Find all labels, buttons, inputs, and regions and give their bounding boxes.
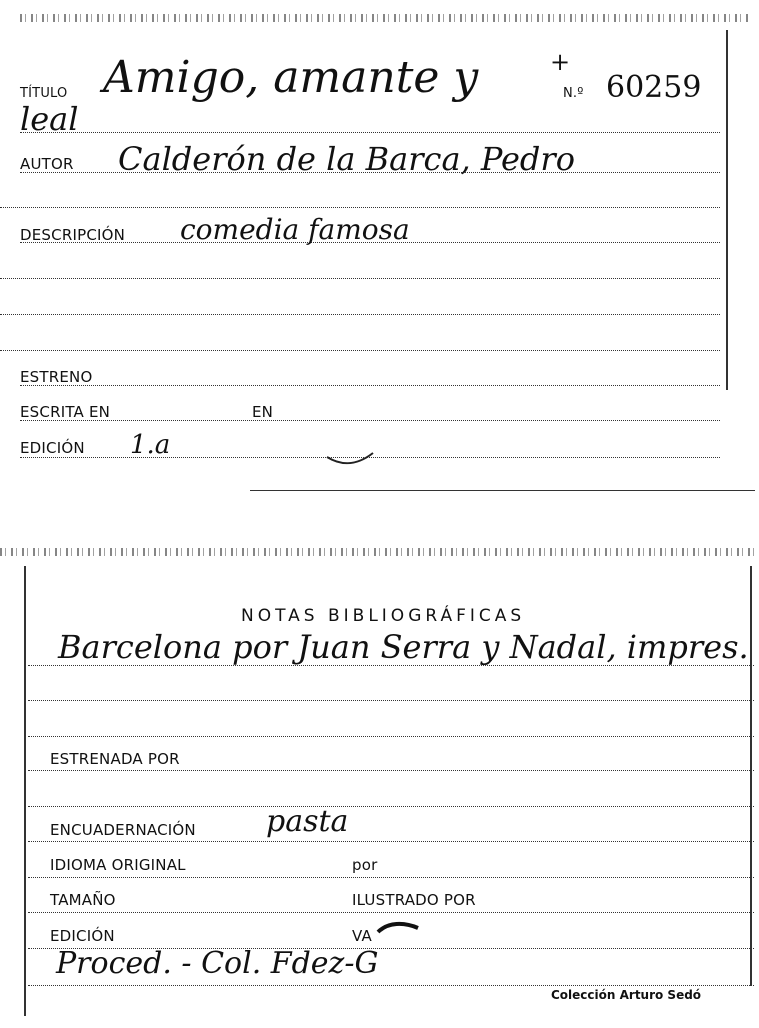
idioma-original-label: IDIOMA ORIGINAL (50, 856, 186, 874)
valor-label: VA (352, 927, 372, 945)
catalog-card-top (0, 0, 730, 490)
descripcion-label: DESCRIPCIÓN (20, 226, 126, 244)
ruled-line (28, 985, 754, 986)
edicion-label-2: EDICIÓN (50, 927, 115, 945)
ruled-line (20, 420, 720, 421)
estreno-label: ESTRENO (20, 368, 93, 386)
ruled-line (0, 278, 720, 279)
edicion-label: EDICIÓN (20, 439, 85, 457)
titulo-label: TÍTULO (20, 86, 68, 101)
numero-value: 60259 (606, 70, 702, 105)
ruled-line (28, 841, 754, 842)
ruled-line (28, 736, 754, 737)
ruled-line (0, 314, 720, 315)
autor-label: AUTOR (20, 155, 74, 173)
card-border (24, 566, 26, 1016)
torn-edge (0, 548, 754, 556)
autor-value: Calderón de la Barca, Pedro (118, 140, 575, 178)
tamano-label: TAMAÑO (50, 891, 116, 909)
en-label: EN (252, 403, 274, 421)
ruled-line (28, 700, 754, 701)
collection-footer: Colección Arturo Sedó (551, 988, 702, 1002)
card-bottom-edge (250, 490, 755, 491)
ilustrado-por-label: ILUSTRADO POR (352, 891, 476, 909)
estrenada-por-label: ESTRENADA POR (50, 750, 180, 768)
edicion-value: 1.a (130, 430, 171, 460)
ruled-line (0, 207, 720, 208)
por-label: por (352, 856, 378, 874)
ruled-line (28, 912, 754, 913)
descripcion-value: comedia famosa (180, 213, 410, 246)
numero-mark: + (550, 48, 571, 76)
catalog-card-bottom (22, 548, 754, 1018)
ruled-line (28, 877, 754, 878)
ruled-line (28, 665, 754, 666)
titulo-value-continued: leal (20, 100, 79, 138)
ruled-line (20, 132, 720, 133)
escrita-en-label: ESCRITA EN (20, 403, 111, 421)
card-border (726, 30, 728, 390)
notas-heading: NOTAS BIBLIOGRÁFICAS (241, 606, 526, 626)
torn-edge (20, 14, 750, 22)
ink-blot (374, 918, 424, 948)
pen-mark (325, 445, 385, 470)
ruled-line (0, 350, 720, 351)
ruled-line (20, 385, 720, 386)
ruled-line (28, 806, 754, 807)
encuadernacion-value: pasta (266, 804, 349, 839)
numero-label: N.º (563, 86, 584, 101)
encuadernacion-label: ENCUADERNACIÓN (50, 821, 196, 839)
notas-value: Barcelona por Juan Serra y Nadal, impres. (58, 628, 749, 666)
ruled-line (28, 770, 754, 771)
procedencia-value: Proced. - Col. Fdez-G (56, 946, 379, 981)
card-border (750, 566, 752, 986)
titulo-value: Amigo, amante y (103, 52, 479, 103)
